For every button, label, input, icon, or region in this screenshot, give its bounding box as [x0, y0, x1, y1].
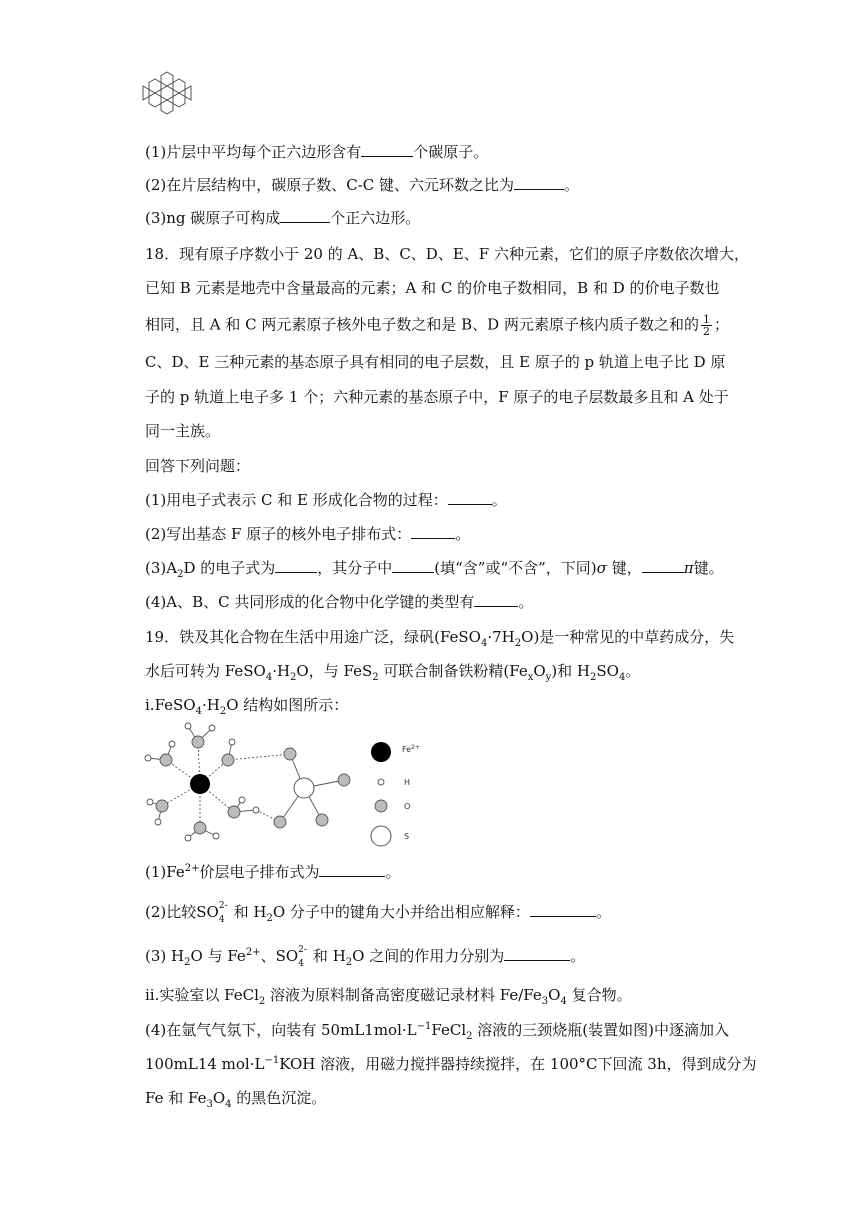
q19-para-1: 19．铁及其化合物在生活中用途广泛，绿矾$(FeSO_4\cdot 7H_2O)$是一种常见的中草药成分，失 — [145, 628, 735, 649]
fraction-half: $\frac{1}{2}$ — [702, 313, 710, 338]
q19-part-ii: ii.实验室以 FeCl$_2$ 溶液为原料制备高密度磁记录材料 $Fe/Fe_3O_4$ 复合物。 — [145, 986, 632, 1007]
q18-para-2: 已知 B 元素是地壳中含量最高的元素；A 和 C 的价电子数相同，B 和 D 的价电子数也 — [145, 279, 720, 297]
q18-3: $(3)A_2D$ 的电子式为 ，其分子中 (填“含”或“不含”，下同)σ 键， π键。 — [145, 559, 724, 580]
q19-4-para-1: (4)在氩气气氛下，向装有 $50mL1mol\cdot L^{-1}FeCl_2$ 溶液的三颈烧瓶(装置如图)中逐滴加入 — [145, 1021, 729, 1042]
q18-para-6: 同一主族。 — [145, 422, 221, 440]
q19-2: (2)比较SO 2- 4 和 $H_2O$ 分子中的键角大小并给出相应解释： 。 — [145, 901, 611, 925]
answer-blank[interactable] — [530, 902, 596, 917]
answer-blank[interactable] — [642, 558, 684, 573]
svg-text:Fe2+: $Fe^{2+}$ — [402, 744, 420, 754]
q19-para-2: 水后可转为 $FeSO_4\cdot H_2O$，与 FeS$_2$ 可联合制备铁粉精$(Fe_xO_y)$和 $H_2SO_4$。 — [145, 662, 641, 683]
q18-1: (1)用电子式表示 C 和 E 形成化合物的过程： 。 — [145, 491, 507, 509]
q18-para-5: 子的 p 轨道上电子多 1 个；六种元素的基态原子中，F 原子的电子层数最多且和 A 处于 — [145, 388, 729, 406]
q18-para-3: 相同，且 A 和 C 两元素原子核外电子数之和是 B、D 两元素原子核内质子数之和的 $\frac{1}{2}$ ； — [145, 313, 729, 338]
q19-4-para-3: Fe 和 $Fe_3O_4$ 的黑色沉淀。 — [145, 1089, 327, 1110]
svg-text:S: S — [404, 832, 410, 841]
svg-text:O: O — [404, 802, 411, 811]
answer-blank[interactable] — [514, 175, 564, 190]
q19-3: (3) $H_2O$ 与 $Fe^{2+}$、SO 2- 4 和 $H_2O$ 之间的作用力分别为 。 — [145, 945, 586, 969]
answer-blank[interactable] — [319, 862, 385, 877]
answer-blank[interactable] — [411, 524, 455, 539]
q17-1: (1)片层中平均每个正六边形含有 个碳原子。 — [145, 143, 489, 161]
answer-blank[interactable] — [504, 946, 570, 961]
q18-para-4: C、D、E 三种元素的基态原子具有相同的电子层数，且 E 原子的 p 轨道上电子比 D 原 — [145, 353, 726, 371]
answer-blank[interactable] — [448, 490, 492, 505]
q18-2: (2)写出基态 F 原子的核外电子排布式： 。 — [145, 525, 471, 543]
feso4-structure-figure — [140, 716, 440, 856]
answer-blank[interactable] — [392, 558, 434, 573]
q18-4: (4)A、B、C 共同形成的化合物中化学键的类型有 。 — [145, 593, 534, 611]
q17-3: (3)ng 碳原子可构成 个正六边形。 — [145, 209, 421, 227]
answer-blank[interactable] — [275, 558, 317, 573]
q19-1: $(1)Fe^{2+}$价层电子排布式为 。 — [145, 863, 401, 881]
graphite-sheet-figure — [142, 70, 192, 116]
answer-blank[interactable] — [361, 142, 413, 157]
svg-text:H: H — [404, 778, 411, 787]
q17-2: (2)在片层结构中，碳原子数、C-C 键、六元环数之比为 。 — [145, 176, 580, 194]
q19-part-i: $i.FeSO_4\cdot H_2O$ 结构如图所示： — [145, 696, 349, 717]
q18-answer-prompt: 回答下列问题： — [145, 457, 251, 475]
answer-blank[interactable] — [280, 208, 330, 223]
q18-para-1: 18．现有原子序数小于 20 的 A、B、C、D、E、F 六种元素，它们的原子序数依次增大， — [145, 245, 749, 263]
q19-4-para-2: 100mL14 $mol\cdot L^{-1}KOH$ 溶液，用磁力搅拌器持续搅拌，在 100°C下回流 3h，得到成分为 — [145, 1055, 757, 1073]
answer-blank[interactable] — [474, 592, 518, 607]
